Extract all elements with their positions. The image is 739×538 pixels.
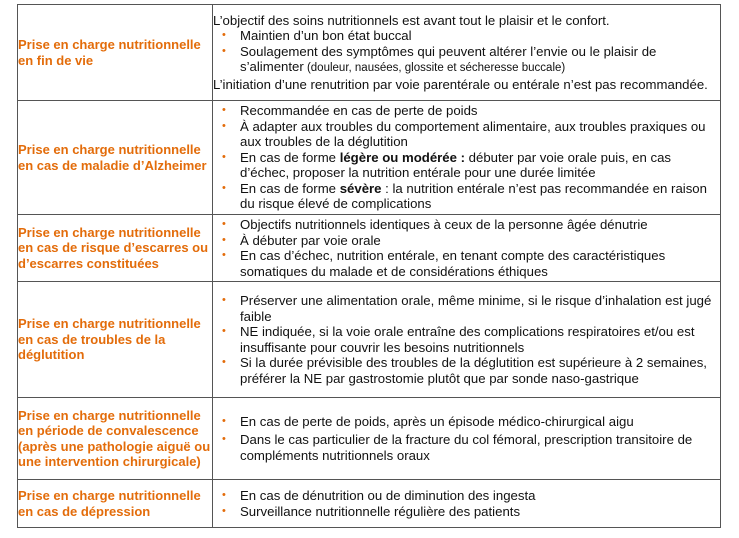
bullet-icon: • (222, 44, 226, 57)
bullet-icon: • (222, 489, 226, 501)
bullet-icon: • (222, 325, 226, 337)
bullet-icon: • (222, 104, 226, 117)
table-row (18, 215, 721, 282)
row-content (213, 101, 721, 215)
bullet-icon: • (222, 218, 226, 230)
list-item: • Préserver une alimentation orale, même minime, si le risque d’inhalation est jugé faible (222, 293, 712, 324)
row-content (213, 398, 721, 480)
list-item: • En cas de dénutrition ou de diminution des ingesta (222, 488, 536, 503)
intro-text: L’objectif des soins nutritionnels est avant tout le plaisir et le confort. (213, 12, 610, 28)
table-row (18, 480, 721, 528)
row-heading: Prise en charge nutritionnelle en fin de vie (18, 5, 213, 101)
list-item: • En cas de forme sévère : la nutrition entérale n’est pas recommandée en raison du risque élevé de complications (222, 180, 707, 212)
list-item: • En cas d’échec, nutrition entérale, en tenant compte des caractéristiques somatiques du malade et de considérations éthiques (222, 248, 666, 279)
bullet-icon: • (222, 294, 226, 306)
row-heading: Prise en charge nutritionnelle en cas de dépression (18, 480, 213, 528)
bullet-icon: • (222, 233, 226, 246)
bullet-list (213, 217, 720, 279)
list-item: • Soulagement des symptômes qui peuvent altérer l’envie ou le plaisir de s’alimenter (douleur, nausées, glossite et sécheresse buccale) (222, 43, 657, 75)
table-row (18, 398, 721, 480)
list-item: • En cas de perte de poids, après un épisode médico-chirurgical aigu (222, 413, 634, 429)
bullet-icon: • (222, 414, 226, 427)
bullet-list (213, 103, 720, 212)
list-item: • Si la durée prévisible des troubles de la déglutition est supérieure à 2 semaines, préférer la NE par gastrostomie plutôt que par sonde naso-gastrique (222, 355, 707, 386)
list-item: • Objectifs nutritionnels identiques à ceux de la personne âgée dénutrie (222, 217, 648, 232)
list-item: • NE indiquée, si la voie orale entraîne des complications respiratoires et/ou est insuffisante pour couvrir les besoins nutritionnels (222, 324, 695, 355)
row-heading: Prise en charge nutritionnelle en cas de risque d’escarres ou d’escarres constituées (18, 215, 213, 282)
bullet-icon: • (222, 504, 226, 517)
bullet-icon: • (222, 181, 226, 194)
bullet-icon: • (222, 356, 226, 368)
list-item: • En cas de forme légère ou modérée : débuter par voie orale puis, en cas d’échec, proposer la nutrition entérale pour une durée limitée (222, 149, 672, 181)
list-item: • Dans le cas particulier de la fracture du col fémoral, prescription transitoire de compléments nutritionnels oraux (222, 432, 693, 463)
row-content (213, 215, 721, 282)
bullet-icon: • (222, 119, 226, 132)
nutrition-table (17, 4, 721, 528)
row-heading: Prise en charge nutritionnelle en cas de troubles de la déglutition (18, 282, 213, 398)
bullet-icon: • (222, 433, 226, 446)
outro-text: L’initiation d’une renutrition par voie parentérale ou entérale n’est pas recommandée. (213, 76, 708, 92)
bullet-list (213, 293, 720, 386)
row-heading: Prise en charge nutritionnelle en période de convalescence (après une pathologie aiguë ou une intervention chirurgicale) (18, 398, 213, 480)
bullet-icon: • (222, 150, 226, 163)
list-item: • Recommandée en cas de perte de poids (222, 103, 478, 119)
row-content (213, 480, 721, 528)
list-item: • À adapter aux troubles du comportement alimentaire, aux troubles praxiques ou aux troubles de la déglutition (222, 118, 706, 150)
row-heading: Prise en charge nutritionnelle en cas de maladie d’Alzheimer (18, 101, 213, 215)
list-item: • Maintien d’un bon état buccal (222, 28, 412, 44)
row-content (213, 5, 721, 101)
table-row (18, 282, 721, 398)
bullet-icon: • (222, 249, 226, 261)
row-content (213, 282, 721, 398)
bullet-list (213, 28, 720, 77)
table-row (18, 5, 721, 101)
table-row (18, 101, 721, 215)
bullet-list (213, 414, 720, 464)
list-item: • À débuter par voie orale (222, 232, 381, 248)
bullet-list (213, 488, 720, 519)
list-item: • Surveillance nutritionnelle régulière des patients (222, 503, 521, 519)
bullet-icon: • (222, 29, 226, 42)
